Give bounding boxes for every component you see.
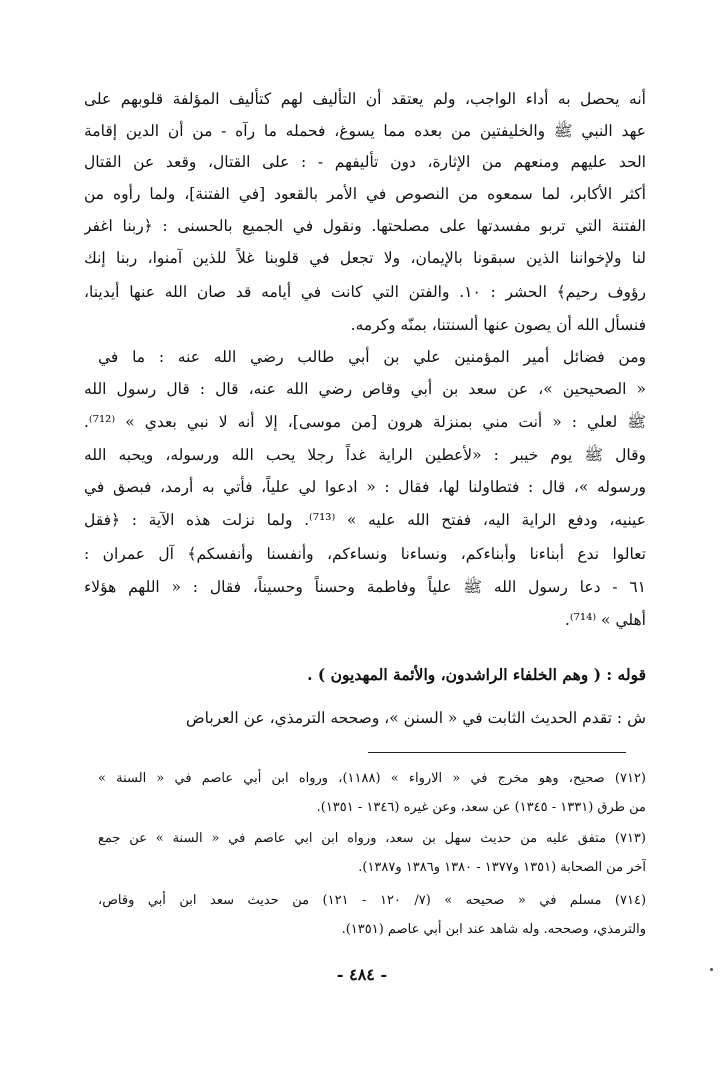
- body-line: لنا ولإخواننا الذين سبقونا بالإيمان، ولا تجعل في قلوبنا غلاً للذين آمنوا، ربنا إنك: [84, 249, 646, 267]
- body-line: ومن فضائل أمير المؤمنين علي بن أبي طالب رضي الله عنه : ما في: [98, 348, 646, 366]
- footnote-line: من طرق (١٣٣١ - ١٣٤٥) عن سعد، وعن غيره (١٣٤٦ - ١٣٥١).: [316, 800, 646, 815]
- body-line: عهد النبي ﷺ والخليفتين من بعده مما يسوغ، فحمله ما رآه - من أن الدين إقامة: [84, 122, 646, 140]
- qawluh-heading: قوله : ( وهم الخلفاء الراشدون، والأئمة المهديون ) .: [307, 665, 646, 684]
- footnote-line: آخر من الصحابة (١٣٥١ و١٣٧٧ - ١٣٨٠ و١٣٨٦ و١٣٨٧).: [358, 860, 646, 875]
- footnote-line: (٧١٢) صحيح، وهو مخرج في « الارواء » (١١٨٨)، ورواه ابن أبي عاصم في « السنة »: [98, 771, 646, 786]
- body-line: ﷺ لعلي : « أنت مني بمنزلة هرون [من موسى]، إلا أنه لا نبي بعدي » ⁽⁷¹²⁾.: [84, 413, 646, 431]
- footnote-separator: [368, 752, 626, 753]
- body-line: الفتنة التي تربو مفسدتها على مصلحتها. ونقول في الجميع بالحسنى : ﴿ربنا اغفر: [84, 217, 646, 235]
- footnote-line: والترمذي، وصححه. وله شاهد عند ابن أبي عاصم (١٣٥١).: [341, 922, 646, 937]
- body-line: عينيه، ودفع الراية اليه، ففتح الله عليه » ⁽⁷¹³⁾. ولما نزلت هذه الآية : ﴿فقل: [84, 511, 646, 529]
- body-line: ورسوله »، قال : فتطاولنا لها، فقال : « ادعوا لي علياً، فأتي به أرمد، فبصق في: [84, 478, 646, 496]
- body-line: رؤوف رحيم﴾ الحشر : ١٠. والفتن التي كانت في أيامه قد صان الله عنها أيدينا،: [84, 283, 646, 301]
- body-line: الحد عليهم ومنعهم من الإثارة، دون تأليفهم - : على القتال، وقعد عن القتال: [84, 153, 646, 171]
- body-line: « الصحيحين »، عن سعد بن أبي وقاص رضي الله عنه، قال : قال رسول الله: [84, 380, 646, 398]
- body-line: أنه يحصل به أداء الواجب، ولم يعتقد أن التأليف لهم كتأليف المؤلفة قلوبهم على: [84, 90, 646, 108]
- footnote-line: (٧١٣) متفق عليه من حديث سهل بن سعد، ورواه ابن ابي عاصم في « السنة » عن جمع: [98, 831, 646, 846]
- sharh-line: ش : تقدم الحديث الثابت في « السنن »، وصححه الترمذي، عن العرباض: [185, 709, 646, 727]
- body-line: وقال ﷺ يوم خيبر : «لأعطين الراية غداً رجلا يحب الله ورسوله، ويحبه الله: [84, 446, 646, 464]
- body-line: ٦١ - دعا رسول الله ﷺ علياً وفاطمة وحسناً وحسيناً، فقال : « اللهم هؤلاء: [84, 578, 646, 596]
- page-number: - ٤٨٤ -: [336, 965, 388, 984]
- body-line: أهلي » ⁽⁷¹⁴⁾.: [564, 611, 646, 629]
- footnote-line: (٧١٤) مسلم في « صحيحه » (٧/ ١٢٠ - ١٢١) من حديث سعد ابن أبي وقاص،: [98, 893, 646, 908]
- body-line: أكثر الأكابر، لما سمعوه من النصوص في الأمر بالقعود [في الفتنة]، ولما رأوه من: [84, 185, 646, 203]
- body-line: فنسأل الله أن يصون عنها ألسنتنا، بمنّه وكرمه.: [350, 316, 646, 334]
- body-line: تعالوا ندع أبناءنا وأبناءكم، ونساءنا ونساءكم، وأنفسنا وأنفسكم﴾ آل عمران :: [84, 545, 646, 563]
- scan-speck: [710, 968, 713, 971]
